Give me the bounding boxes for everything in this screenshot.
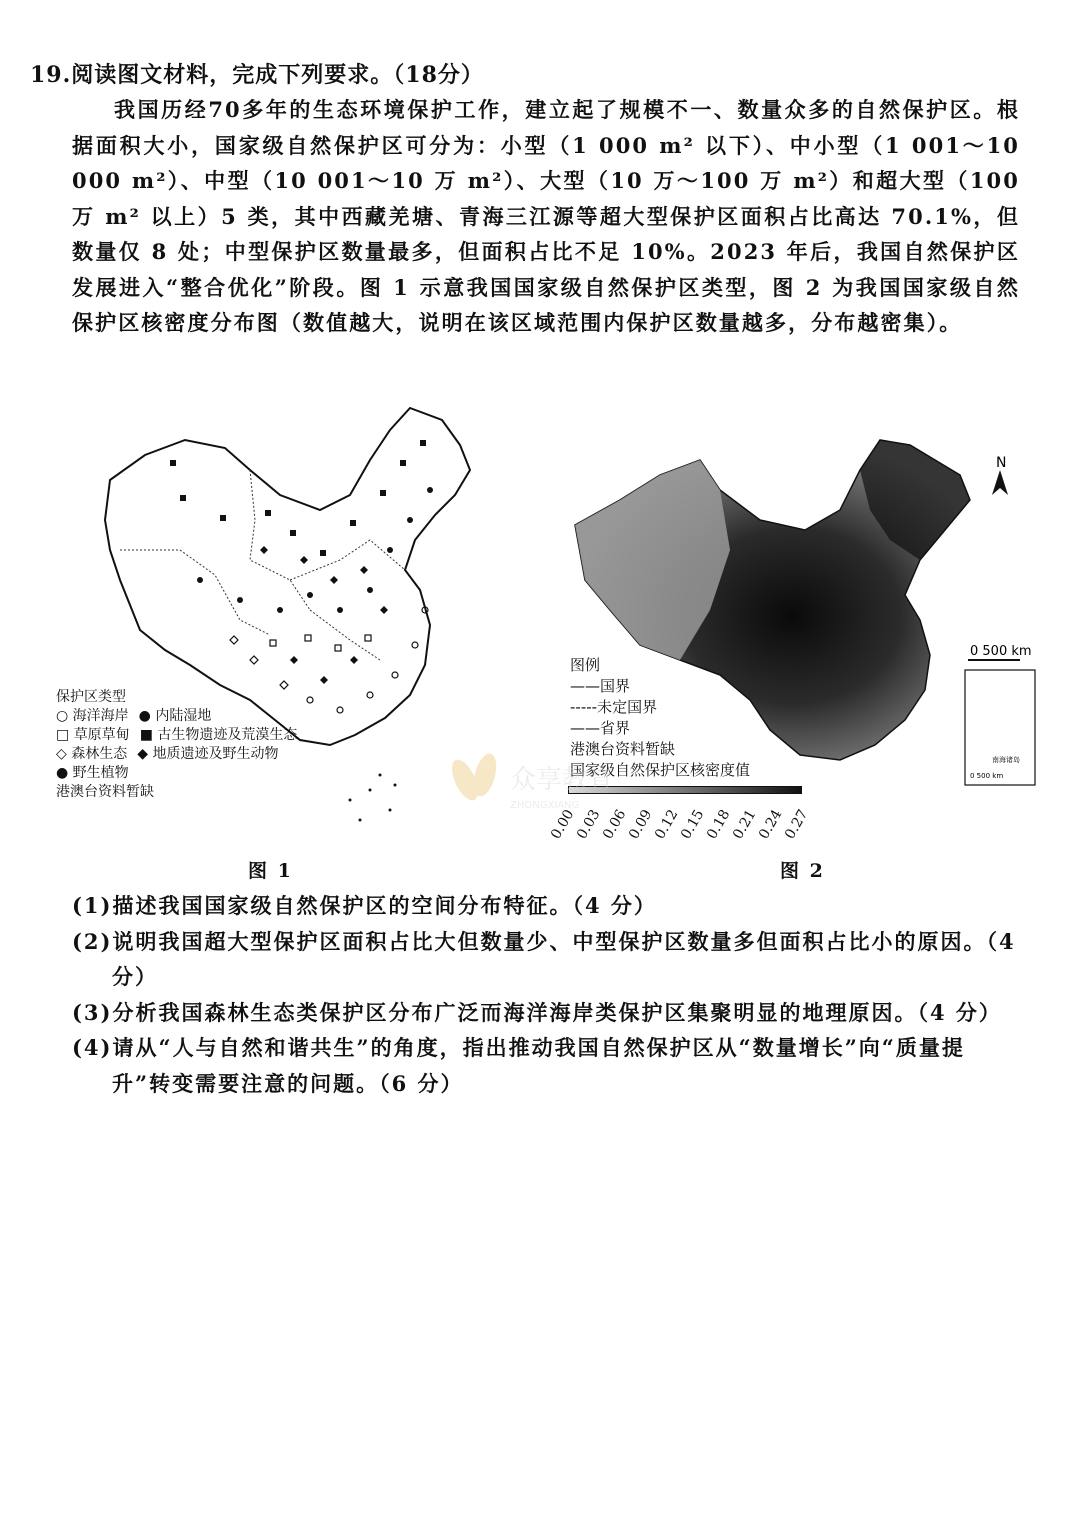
legend-symbol: ◇	[56, 746, 67, 762]
figure1-note: 港澳台资料暂缺	[56, 784, 154, 800]
legend-line-province: ——省界	[570, 719, 631, 737]
legend-symbol: ●	[56, 765, 69, 781]
subquestion-2: (2)说明我国超大型保护区面积占比大但数量少、中型保护区数量多但面积占比小的原因。（4 分）	[72, 928, 1016, 989]
figure2-note: 港澳台资料暂缺	[570, 740, 676, 758]
density-tick-label: 0.18	[704, 807, 734, 842]
question-intro	[72, 92, 1020, 341]
scale-label: 0 500 km	[970, 644, 1032, 659]
intro-paragraph: 我国历经70多年的生态环境保护工作，建立起了规模不一、数量众多的自然保护区。根据面积大小，国家级自然保护区可分为：小型（1 000 m² 以下）、中小型（1 001～10 000 m²）、中型（10 001～10 万 m²）、大型（10 万～100 万 m²）和超大型（100 万 m² 以上）5 类，其中西藏羌塘、青海三江源等超大型保护区面积占比高达 70.1%，但数量仅 8 处；中型保护区数量最多，但面积占比不足 10%。2023 年后，我国自然保护区发展进入“整合优化”阶段。图 1 示意我国国家级自然保护区类型，图 2 为我国国家级自然保护区核密度分布图（数值越大，说明在该区域范围内保护区数量越多，分布越密集）。	[72, 97, 1020, 335]
question-title: 19.阅读图文材料，完成下列要求。（18分）	[30, 62, 484, 88]
legend-line-undefined: -----未定国界	[570, 698, 658, 716]
legend-symbol: ○	[56, 708, 69, 724]
density-tick-label: 0.24	[756, 807, 786, 842]
north-label: N	[996, 455, 1007, 471]
figure1-caption: 图 1	[248, 860, 293, 882]
legend-symbol: ■	[139, 727, 153, 743]
density-tick-label: 0.12	[652, 807, 682, 842]
density-tick-label: 0.03	[574, 807, 604, 842]
figure2-caption: 图 2	[780, 860, 825, 882]
legend-item-paleo	[140, 726, 298, 745]
legend-label: 古生物遗迹及荒漠生态	[157, 727, 298, 743]
watermark-pinyin: ZHONGXIANG	[510, 800, 580, 811]
density-tick-label: 0.15	[678, 807, 708, 842]
subquestions	[72, 888, 1022, 1101]
figure2-legend-title: 图例	[570, 656, 601, 674]
watermark-brand: 众享教育	[510, 765, 615, 795]
subquestion-3: (3)分析我国森林生态类保护区分布广泛而海洋海岸类保护区集聚明显的地理原因。（4 分）	[72, 999, 1002, 1025]
north-arrow	[992, 455, 1008, 495]
legend-label: 草原草甸	[73, 727, 130, 743]
inset-map-frame	[965, 670, 1035, 785]
legend-line-border: ——国界	[570, 677, 631, 695]
figure1-legend	[56, 688, 297, 802]
inset-scale: 0 500 km	[970, 772, 1004, 780]
density-tick-label: 0.21	[730, 807, 760, 842]
legend-symbol: ◆	[137, 746, 149, 762]
watermark-logo	[440, 740, 615, 830]
density-title: 国家级自然保护区核密度值	[570, 761, 751, 779]
legend-item-grassland	[56, 726, 130, 745]
legend-item-geology	[137, 745, 278, 764]
legend-label: 森林生态	[71, 746, 128, 762]
subquestion-1: (1)描述我国国家级自然保护区的空间分布特征。（4 分）	[72, 893, 657, 918]
legend-symbol: □	[56, 727, 70, 743]
legend-item-plant	[56, 764, 129, 783]
density-tick-label: 0.27	[782, 807, 812, 842]
subquestion-4: (4)请从“人与自然和谐共生”的角度，指出推动我国自然保护区从“数量增长”向“质量提升”转变需要注意的问题。（6 分）	[72, 1035, 965, 1096]
legend-label: 内陆湿地	[155, 708, 212, 724]
figure1-legend-title: 保护区类型	[56, 689, 126, 705]
legend-item-forest	[56, 745, 127, 764]
legend-symbol: ●	[138, 708, 151, 724]
density-tick-label: 0.06	[600, 807, 630, 842]
legend-label: 地质遗迹及野生动物	[152, 746, 279, 762]
legend-item-wetland	[139, 707, 212, 726]
density-tick-label: 0.00	[548, 807, 578, 842]
legend-label: 野生植物	[72, 765, 129, 781]
density-tick-label: 0.09	[626, 807, 656, 842]
legend-item-marine	[56, 707, 129, 726]
inset-label: 南海诸岛	[992, 756, 1020, 764]
legend-label: 海洋海岸	[72, 708, 129, 724]
